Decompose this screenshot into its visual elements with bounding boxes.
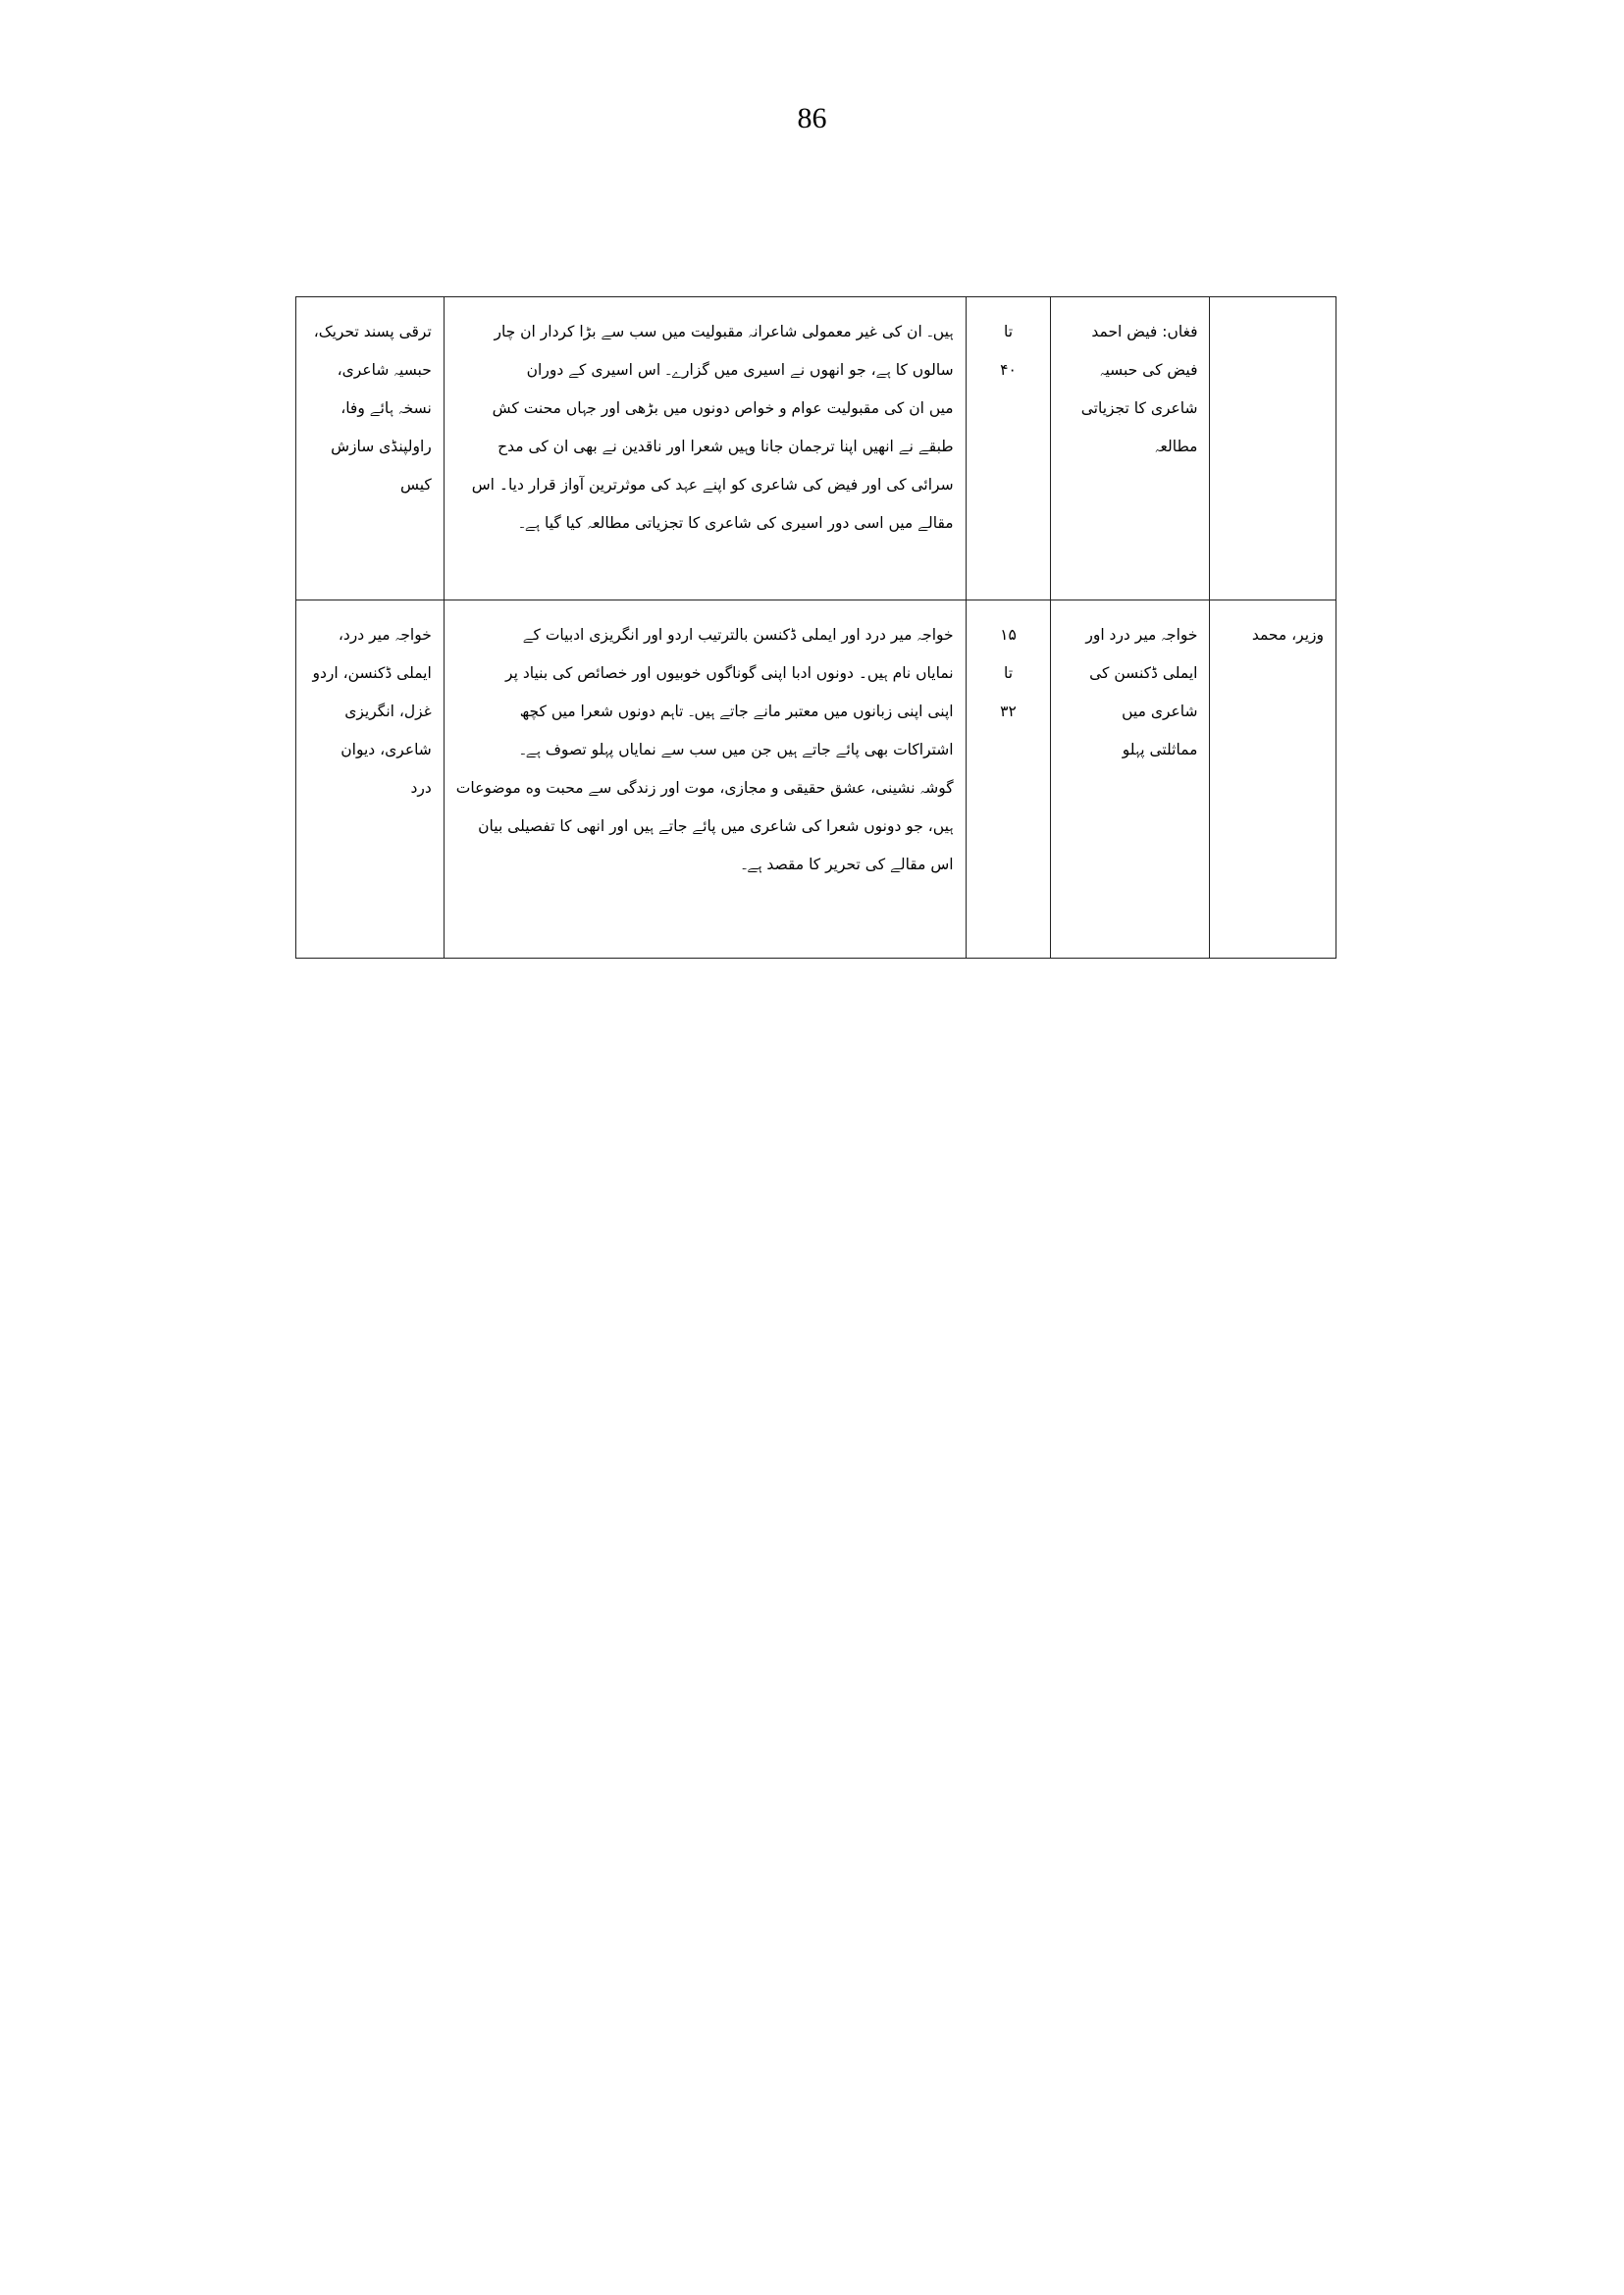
abstract-line: ﺧﻮاﺟﮧ ﻣﯿﺮ درد اور اﯾﻤﻠﯽ ڈﮐﻨﺴﻦ ﺑﺎﻟﺘﺮﺗﯿﺐ اردو اور اﻧﮕﺮﯾﺰی ادﺑﯿﺎت ﮐﮯ — [522, 626, 954, 644]
keyword-line: ﮐﯿﺲ — [399, 476, 432, 494]
abstract-line: اﺷﺘﺮاﮐﺎت ﺑﮭﯽ ﭘﺎﺋﮯ ﺟﺎﺗﮯ ﮨﯿﮟ ﺟﻦ ﻣﯿﮟ ﺳﺐ ﺳﮯ ﻧﻤﺎﯾﺎں ﭘﮩﻠﻮ ﺗﺼﻮف ﮨﮯ۔ — [519, 741, 954, 758]
title-line: اﯾﻤﻠﯽ ڈﮐﻨﺴﻦ ﮐﯽ — [1089, 664, 1198, 682]
title-line: ﻣﻤﺎﺛﻠﺘﯽ ﭘﮩﻠﻮ — [1122, 741, 1198, 758]
abstract-line: اﭘﻨﯽ اﭘﻨﯽ زﺑﺎﻧﻮں ﻣﯿﮟ ﻣﻌﺘﺒﺮ ﻣﺎﻧﮯ ﺟﺎﺗﮯ ﮨﯿﮟ۔ ﺗﺎﮨﻢ دوﻧﻮں ﺷﻌﺮا ﻣﯿﮟ ﮐﭽﮫ — [519, 703, 954, 720]
abstract-line: ﻣﯿﮟ ان ﮐﯽ ﻣﻘﺒﻮﻟﯿﺖ ﻋﻮام و ﺧﻮاص دوﻧﻮں ﻣﯿﮟ ﺑﮍﮬﯽ اور ﺟﮩﺎں ﻣﺤﻨﺖ ﮐﺶ — [492, 399, 954, 417]
keyword-line: ﺧﻮاﺟﮧ ﻣﯿﺮ درد، — [338, 626, 432, 644]
title-cell — [1051, 297, 1210, 600]
author-line: وزﯾﺮ، ﻣﺤﻤﺪ — [1251, 626, 1324, 644]
pages-cell — [966, 600, 1051, 959]
keyword-line: راوﻟﭙﻨﮉی ﺳﺎزش — [331, 438, 432, 455]
pages-line: ﺗﺎ — [1003, 664, 1014, 682]
pages-line: ۴۰ — [1000, 361, 1017, 379]
abstract-line: ﺳﺮاﺋﯽ ﮐﯽ اور ﻓﯿﺾ ﮐﯽ ﺷﺎﻋﺮی ﮐﻮ اﭘﻨﮯ ﻋﮩﺪ ﮐﯽ ﻣﻮﺛﺮﺗﺮﯾﻦ آواز ﻗﺮار دﯾﺎ۔ اس — [471, 476, 954, 494]
abstract-line: ﮨﯿﮟ۔ ان ﮐﯽ ﻏﯿﺮ ﻣﻌﻤﻮﻟﯽ ﺷﺎﻋﺮاﻧﮧ ﻣﻘﺒﻮﻟﯿﺖ ﻣﯿﮟ ﺳﺐ ﺳﮯ ﺑﮍا ﮐﺮدار ان ﭼﺎر — [494, 323, 954, 340]
abstract-line: ﺳﺎﻟﻮں ﮐﺎ ﮨﮯ، ﺟﻮ اﻧﮭﻮں ﻧﮯ اﺳﯿﺮی ﻣﯿﮟ ﮔﺰارے۔ اس اﺳﯿﺮی ﮐﮯ دوران — [526, 361, 954, 379]
keywords-cell — [296, 600, 445, 959]
abstract-line: ﻧﻤﺎﯾﺎں ﻧﺎم ﮨﯿﮟ۔ دوﻧﻮں ادﺑﺎ اﭘﻨﯽ ﮔﻮﻧﺎﮔﻮں ﺧﻮﺑﯿﻮں اور ﺧﺼﺎﺋﺺ ﮐﯽ ﺑﻨﯿﺎد ﭘﺮ — [505, 664, 954, 682]
author-line — [1222, 313, 1324, 351]
pages-line: ﺗﺎ — [1003, 323, 1014, 340]
keyword-line: ﺣﺒﺴﯿﮧ ﺷﺎﻋﺮی، — [337, 361, 432, 379]
pages-line: ۱۵ — [1000, 626, 1017, 644]
title-line: ﺧﻮاﺟﮧ ﻣﯿﺮ درد اور — [1085, 626, 1198, 644]
keyword-line: اﯾﻤﻠﯽ ڈﮐﻨﺴﻦ، اردو — [312, 664, 432, 682]
keywords-cell — [296, 297, 445, 600]
abstract-line: ﻣﻘﺎﻟﮯ ﻣﯿﮟ اﺳﯽ دور اﺳﯿﺮی ﮐﯽ ﺷﺎﻋﺮی ﮐﺎ ﺗﺠﺰﯾﺎﺗﯽ ﻣﻄﺎﻟﻌﮧ ﮐﯿﺎ ﮔﯿﺎ ﮨﮯ۔ — [518, 514, 954, 532]
abstract-line: ﮔﻮﺷﮧ ﻧﺸﯿﻨﯽ، ﻋﺸﻖ ﺣﻘﯿﻘﯽ و ﻣﺠﺎزی، ﻣﻮت اور زﻧﺪﮔﯽ ﺳﮯ ﻣﺤﺒﺖ وه ﻣﻮﺿﻮﻋﺎت — [455, 779, 954, 797]
title-line: ﻓﻐﺎں: ﻓﯿﺾ اﺣﻤﺪ — [1091, 323, 1198, 340]
title-line: ﻓﯿﺾ ﮐﯽ ﺣﺒﺴﯿﮧ — [1099, 361, 1198, 379]
keyword-line: ﺗﺮﻗﯽ ﭘﺴﻨﺪ ﺗﺤﺮﯾﮏ، — [313, 323, 432, 340]
keyword-line: ﻧﺴﺨﮧ ﮨﺎﺋﮯ وﻓﺎ، — [341, 399, 432, 417]
title-line: ﻣﻄﺎﻟﻌﮧ — [1154, 438, 1198, 455]
keyword-line: ﺷﺎﻋﺮی، دﯾﻮان — [341, 741, 432, 758]
abstract-line: ﻃﺒﻘﮯ ﻧﮯ اﻧﮭﯿﮟ اﭘﻨﺎ ﺗﺮﺟﻤﺎن ﺟﺎﻧﺎ وﮨﯿﮟ ﺷﻌﺮا اور ﻧﺎﻗﺪﯾﻦ ﻧﮯ ﺑﮭﯽ ان ﮐﯽ ﻣﺪح — [498, 438, 954, 455]
title-line: ﺷﺎﻋﺮی ﻣﯿﮟ — [1122, 703, 1198, 720]
table-row — [296, 297, 1336, 600]
pages-line: ۳۲ — [1000, 703, 1017, 720]
title-cell — [1051, 600, 1210, 959]
author-cell — [1210, 600, 1336, 959]
abstract-cell — [444, 600, 966, 959]
page-number: 86 — [797, 102, 827, 134]
keyword-line: درد — [410, 779, 432, 797]
title-line: ﺷﺎﻋﺮی ﮐﺎ ﺗﺠﺰﯾﺎﺗﯽ — [1080, 399, 1198, 417]
table-row — [296, 600, 1336, 959]
abstract-line: اس ﻣﻘﺎﻟﮯ ﮐﯽ ﺗﺤﺮﯾﺮ ﮐﺎ ﻣﻘﺼﺪ ﮨﮯ۔ — [741, 856, 954, 873]
keyword-line: ﻏﺰل، اﻧﮕﺮﯾﺰی — [344, 703, 432, 720]
author-cell — [1210, 297, 1336, 600]
article-index-table — [295, 296, 1336, 959]
abstract-line: ﮨﯿﮟ، ﺟﻮ دوﻧﻮں ﺷﻌﺮا ﮐﯽ ﺷﺎﻋﺮی ﻣﯿﮟ ﭘﺎﺋﮯ ﺟﺎﺗﮯ ﮨﯿﮟ اور اﻧﮭﯽ ﮐﺎ ﺗﻔﺼﯿﻠﯽ ﺑﯿﺎن — [478, 817, 954, 835]
pages-cell — [966, 297, 1051, 600]
abstract-cell — [444, 297, 966, 600]
